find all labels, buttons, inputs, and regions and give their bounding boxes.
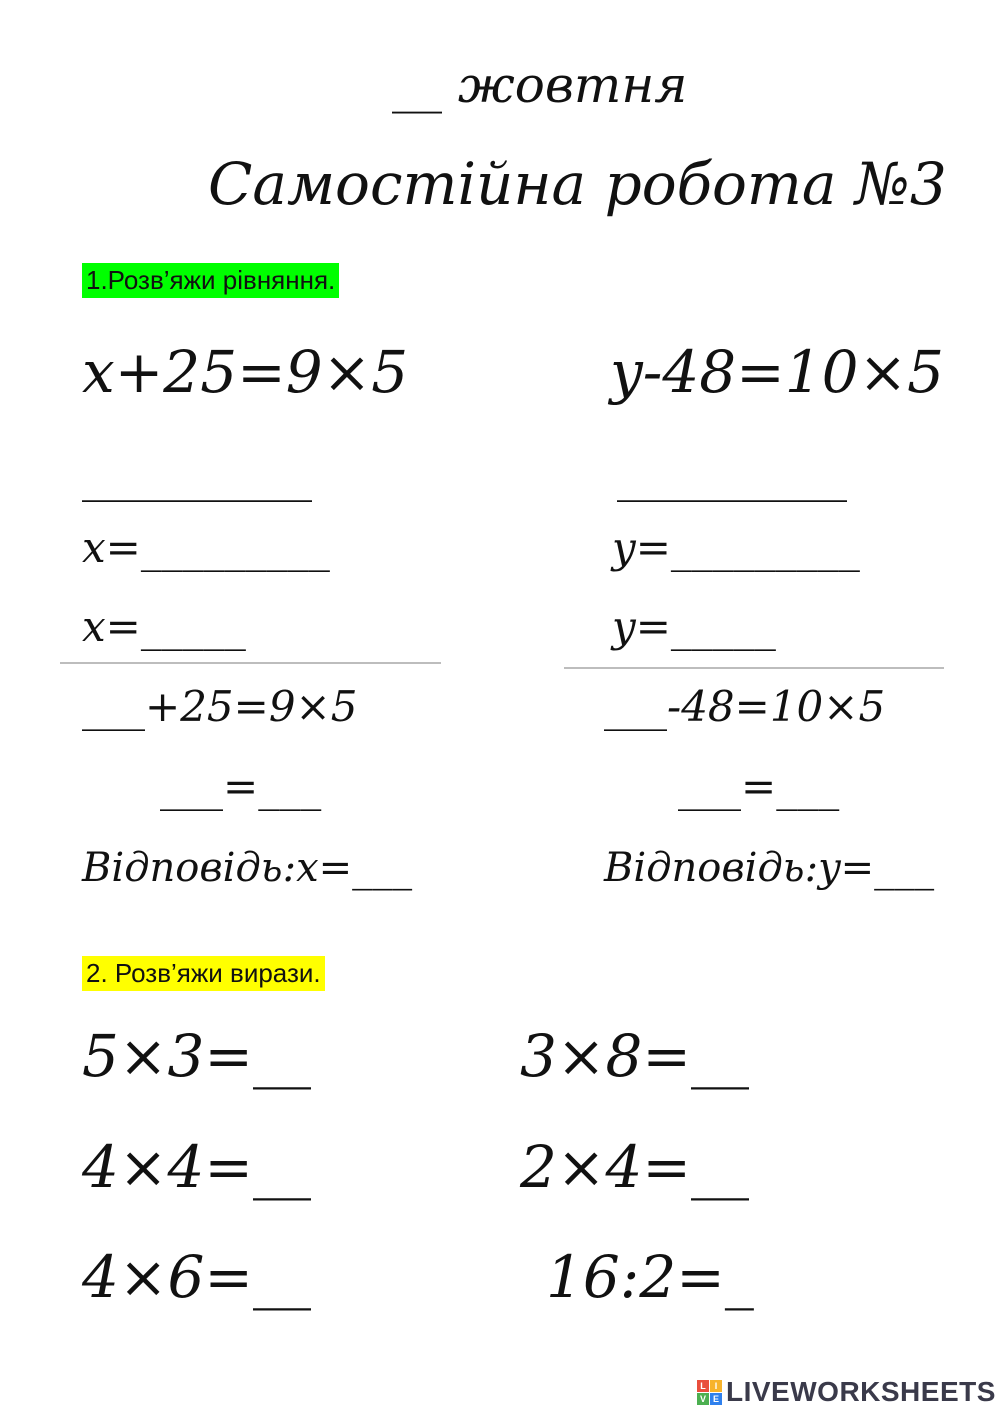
expression-left-2[interactable]: 4×4=__ <box>82 1133 311 1201</box>
logo-letter: L <box>697 1380 709 1392</box>
brand-name: LIVEWORKSHEETS <box>726 1376 996 1407</box>
expression-right-1[interactable]: 3×8=__ <box>520 1022 749 1090</box>
logo-letter: E <box>710 1393 722 1405</box>
check2-right[interactable]: ___=___ <box>678 762 840 811</box>
page-title: Самостійна робота №3 <box>208 150 947 218</box>
divider-right <box>564 667 944 669</box>
step2-left[interactable]: x=_____ <box>82 602 246 651</box>
step1-left[interactable]: x=_________ <box>82 523 330 572</box>
date-line: __ жовтня <box>392 56 688 114</box>
logo-mark-icon <box>697 1380 722 1405</box>
task1-heading: 1.Розв’яжи рівняння. <box>82 263 339 298</box>
work-line-left: __________ <box>82 448 312 502</box>
step1-right[interactable]: y=_________ <box>612 523 860 572</box>
task2-heading: 2. Розв’яжи вирази. <box>82 956 325 991</box>
expression-left-3[interactable]: 4×6=__ <box>82 1243 311 1311</box>
logo-letter: I <box>710 1380 722 1392</box>
logo-letter: V <box>697 1393 709 1405</box>
check1-right[interactable]: ___-48=10×5 <box>604 682 886 731</box>
answer-left[interactable]: Відповідь:x=___ <box>82 845 413 891</box>
expression-left-1[interactable]: 5×3=__ <box>82 1022 311 1090</box>
equation-right: y-48=10×5 <box>610 338 945 406</box>
divider-left <box>60 662 441 664</box>
step2-right[interactable]: y=_____ <box>612 602 776 651</box>
answer-right[interactable]: Відповідь:y=___ <box>604 845 935 891</box>
liveworksheets-logo <box>697 1376 996 1408</box>
expression-right-2[interactable]: 2×4=__ <box>520 1133 749 1201</box>
equation-left: x+25=9×5 <box>82 338 409 406</box>
check2-left[interactable]: ___=___ <box>160 762 322 811</box>
work-line-right: __________ <box>617 448 847 502</box>
check1-left[interactable]: ___+25=9×5 <box>82 682 358 731</box>
expression-right-3[interactable]: 16:2=_ <box>546 1243 754 1311</box>
